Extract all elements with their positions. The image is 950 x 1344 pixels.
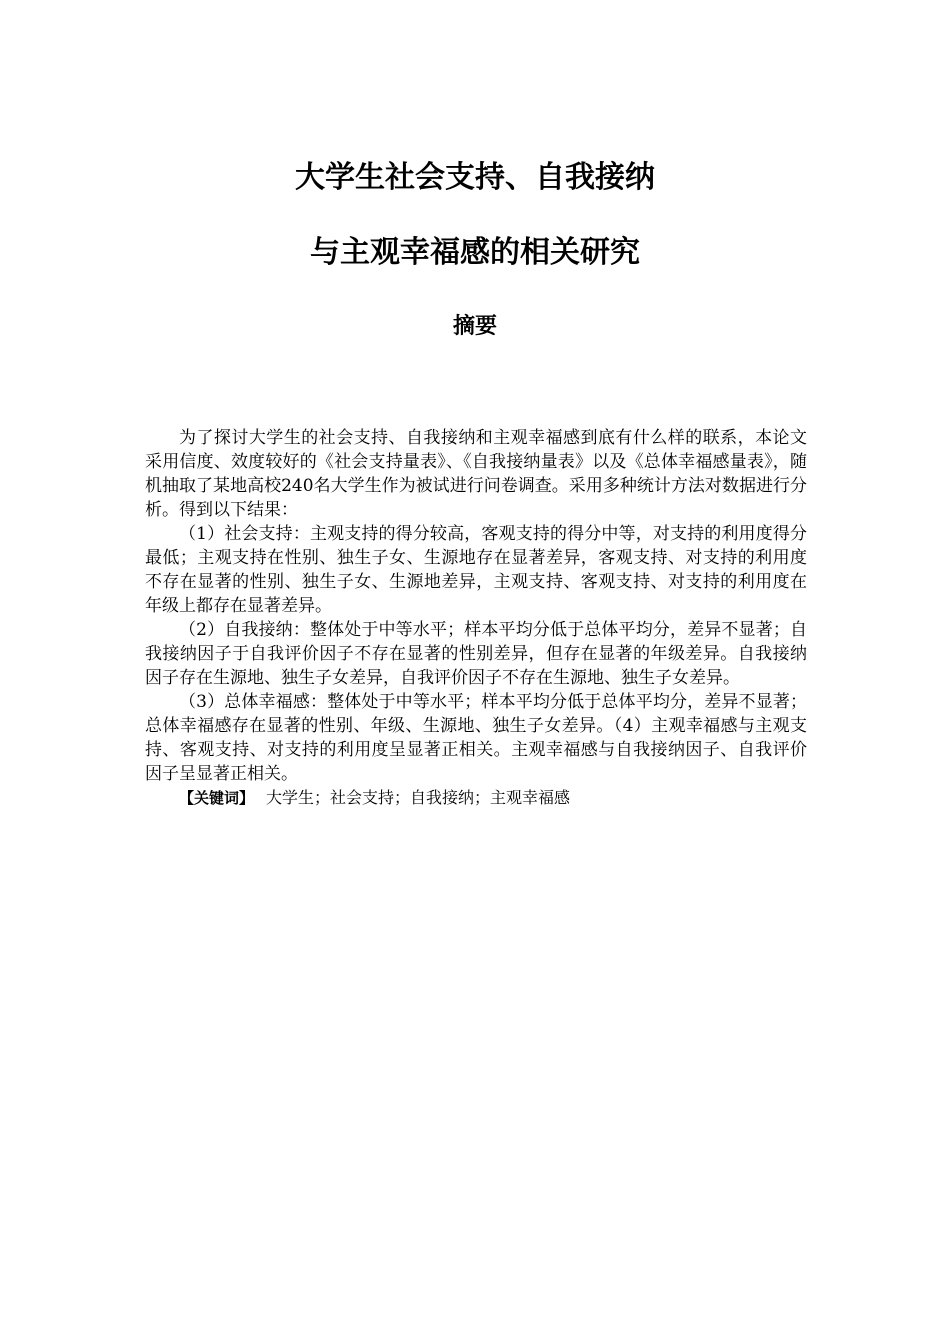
abstract-paragraph-wellbeing: （3）总体幸福感：整体处于中等水平；样本平均分低于总体平均分，差异不显著；总体幸福感存在显著的性别、年级、生源地、独生子女差异。（4）主观幸福感与主观支持、客观支持、对支持的利用度呈显著正相关。主观幸福感与自我接纳因子、自我评价因子呈显著正相关。: [145, 692, 807, 784]
title-line-1: 大学生社会支持、自我接纳: [295, 160, 655, 195]
title-line-2: 与主观幸福感的相关研究: [310, 235, 640, 270]
keywords-values: 大学生；社会支持；自我接纳；主观幸福感: [266, 788, 571, 807]
keywords-line: [145, 786, 807, 810]
abstract-paragraph-social-support: （1）社会支持：主观支持的得分较高，客观支持的得分中等，对支持的利用度得分最低；主观支持在性别、独生子女、生源地存在显著差异，客观支持、对支持的利用度不存在显著的性别、独生子女、生源地差异，主观支持、客观支持、对支持的利用度在年级上都存在显著差异。: [145, 524, 807, 616]
abstract-paragraph-intro: 为了探讨大学生的社会支持、自我接纳和主观幸福感到底有什么样的联系，本论文采用信度、效度较好的《社会支持量表》、《自我接纳量表》以及《总体幸福感量表》，随机抽取了某地高校240名大学生作为被试进行问卷调查。采用多种统计方法对数据进行分析。得到以下结果：: [145, 428, 807, 520]
abstract-body: [145, 426, 807, 810]
abstract-heading: 摘要: [452, 314, 497, 339]
keywords-label: 【关键词】: [179, 789, 255, 807]
abstract-paragraph-self-acceptance: （2）自我接纳：整体处于中等水平；样本平均分低于总体平均分，差异不显著；自我接纳因子于自我评价因子不存在显著的性别差异，但存在显著的年级差异。自我接纳因子存在生源地、独生子女差异，自我评价因子不存在生源地、独生子女差异。: [145, 620, 807, 688]
